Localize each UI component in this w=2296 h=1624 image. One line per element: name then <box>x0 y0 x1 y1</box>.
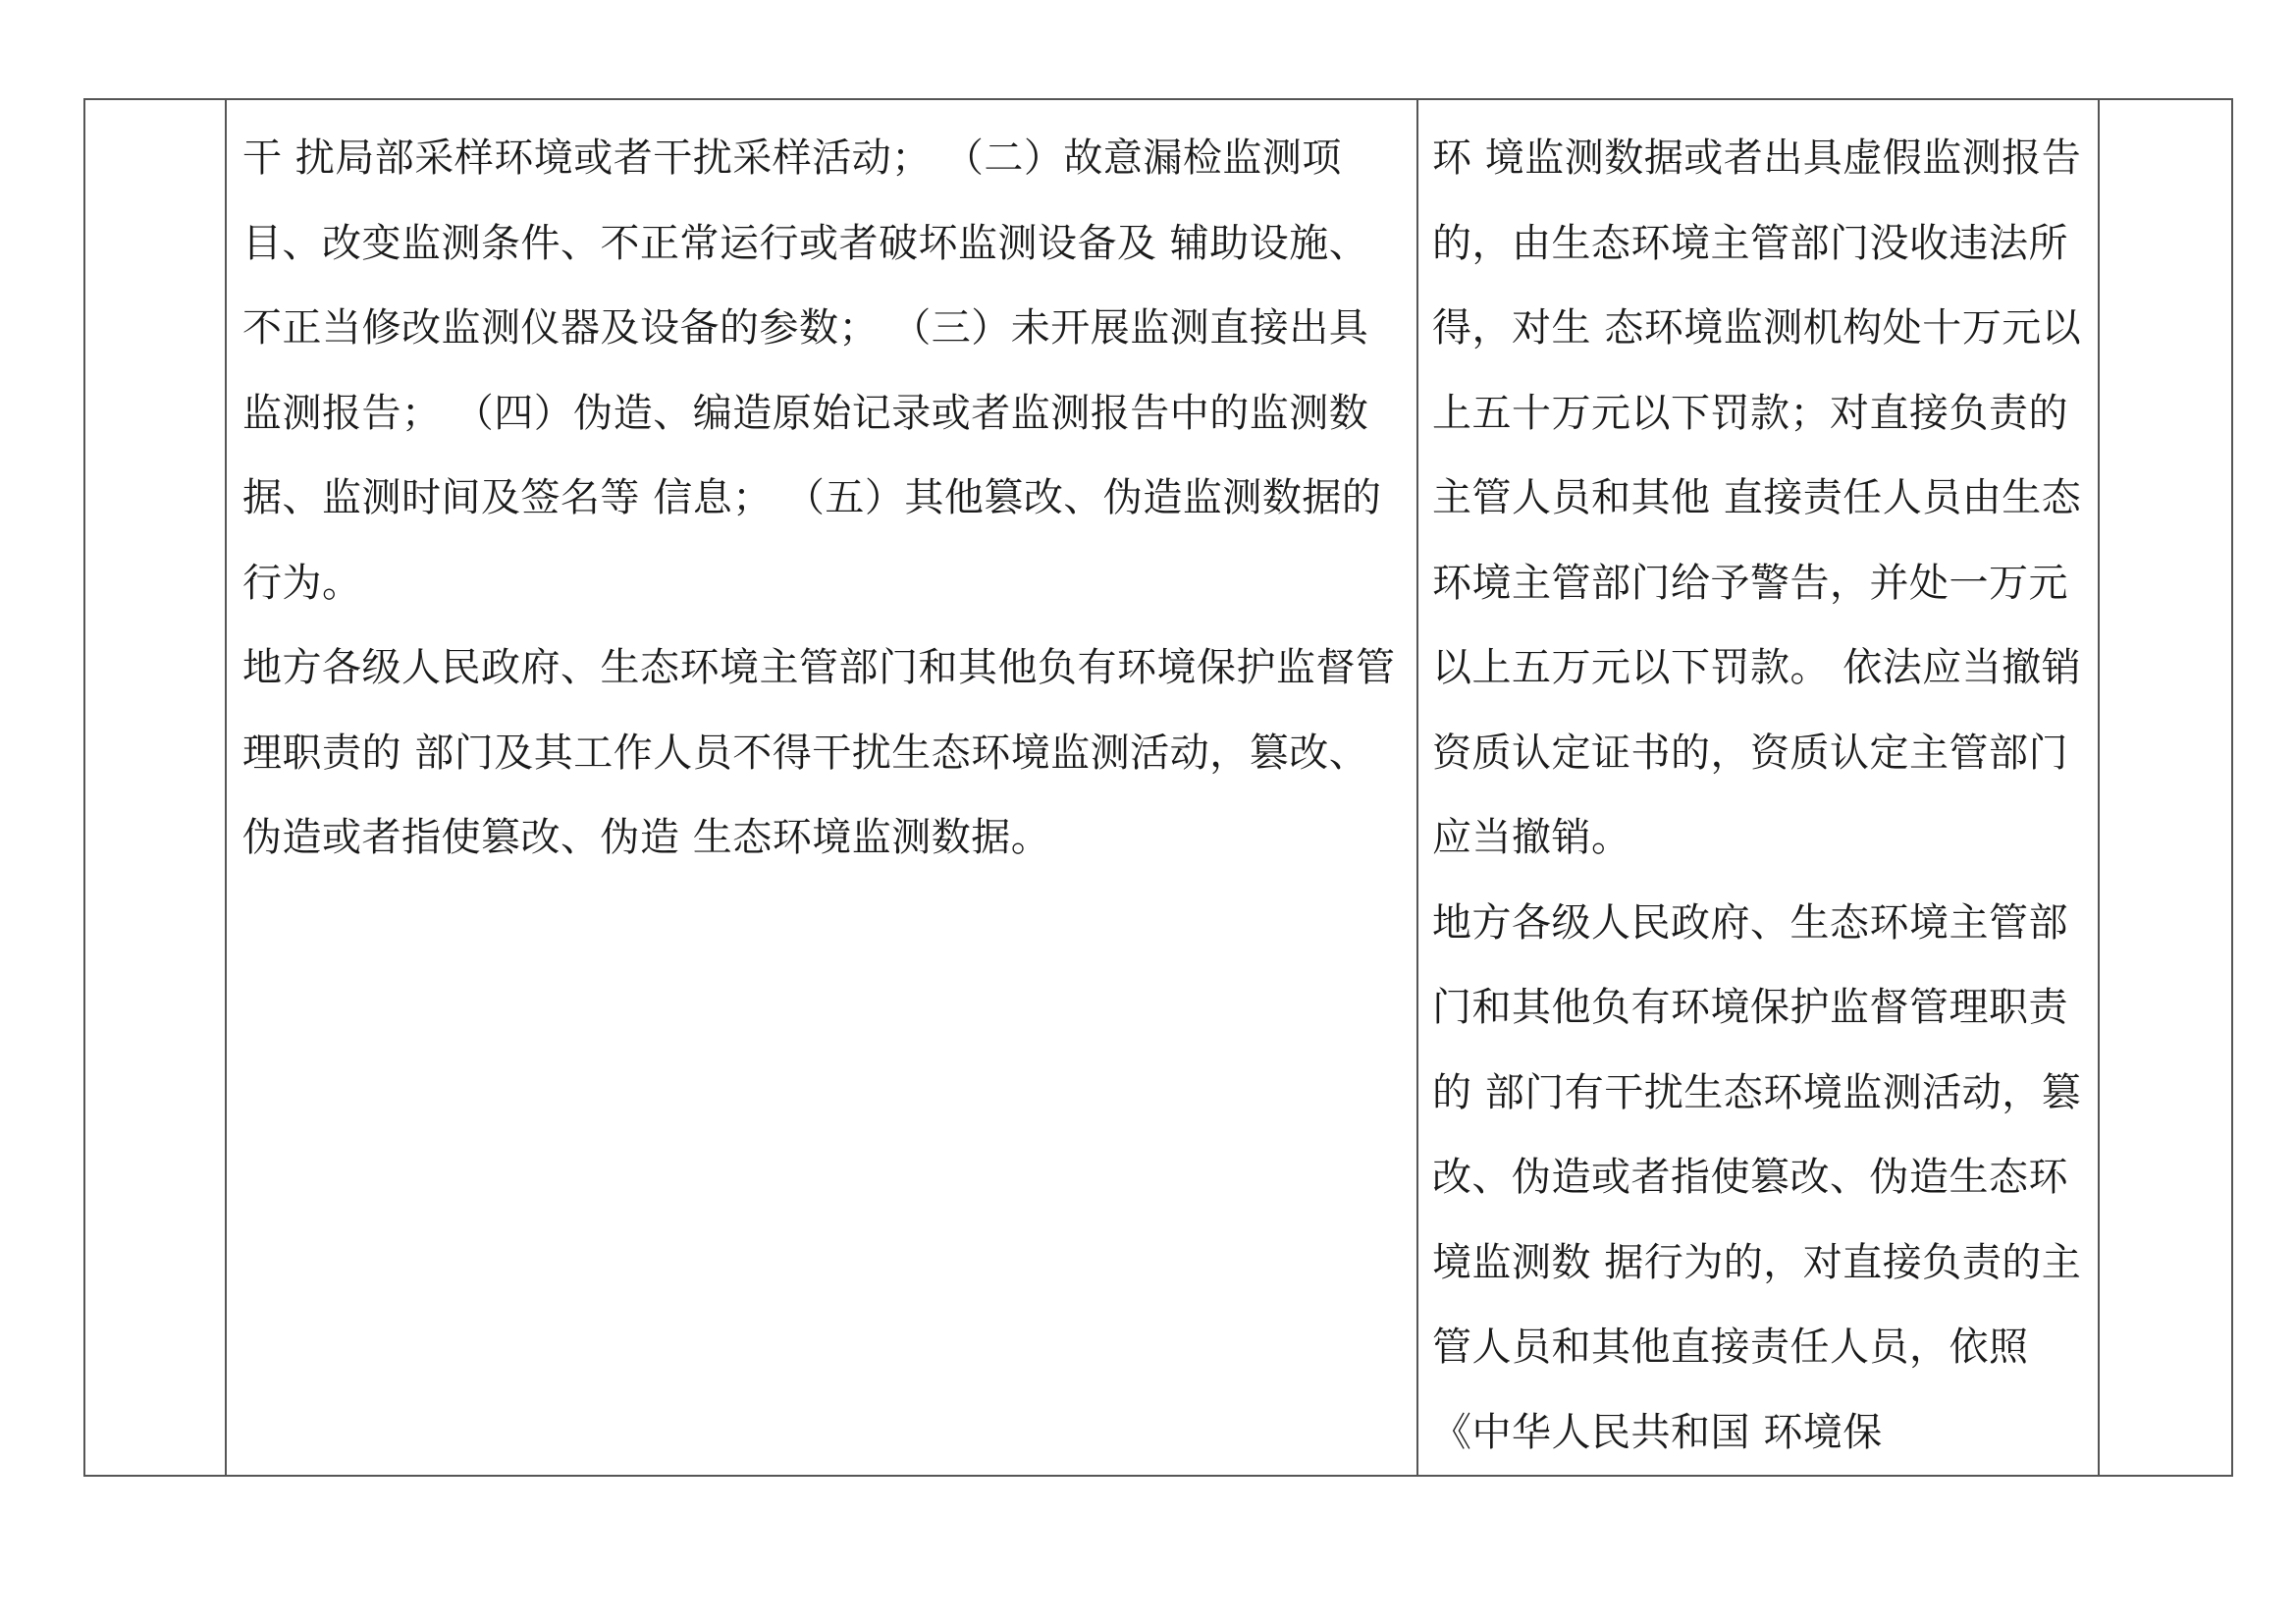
regulation-cell <box>226 99 1417 1476</box>
regulation-text <box>227 100 1416 881</box>
remarks-cell <box>2099 99 2232 1476</box>
penalty-cell <box>1417 99 2099 1476</box>
index-cell <box>84 99 226 1476</box>
penalty-paragraph-1: 环 境监测数据或者出具虚假监测报告的，由生态环境主管部门没收违法所得，对生 态环境监测机构处十万元以上五十万元以下罚款；对直接负责的主管人员和其他 直接责任人员由生态环境主管部门给予警告，并处一万元以上五万元以下罚款。 依法应当撤销资质认定证书的，资质认定主管部门应当撤销。 <box>1432 135 2082 860</box>
regulation-paragraph-1: 干 扰局部采样环境或者干扰采样活动； （二）故意漏检监测项目、改变监测条件、不正常运行或者破坏监测设备及 辅助设施、不正当修改监测仪器及设备的参数； （三）未开展监测直接出具监测报告； （四）伪造、编造原始记录或者监测报告中的监测数据、监测时间及签名等 信息； （五）其他篡改、伪造监测数据的行为。 <box>242 135 1382 606</box>
penalty-paragraph-2: 地方各级人民政府、生态环境主管部门和其他负有环境保护监督管理职责的 部门有干扰生态环境监测活动，篡改、伪造或者指使篡改、伪造生态环境监测数 据行为的，对直接负责的主管人员和其他直接责任人员，依照《中华人民共和国 环境保 <box>1432 899 2082 1455</box>
penalty-text <box>1418 100 2098 1475</box>
regulation-table <box>83 98 2233 1477</box>
regulation-paragraph-2: 地方各级人民政府、生态环境主管部门和其他负有环境保护监督管理职责的 部门及其工作人员不得干扰生态环境监测活动，篡改、伪造或者指使篡改、伪造 生态环境监测数据。 <box>242 645 1396 860</box>
table-row <box>84 99 2232 1476</box>
